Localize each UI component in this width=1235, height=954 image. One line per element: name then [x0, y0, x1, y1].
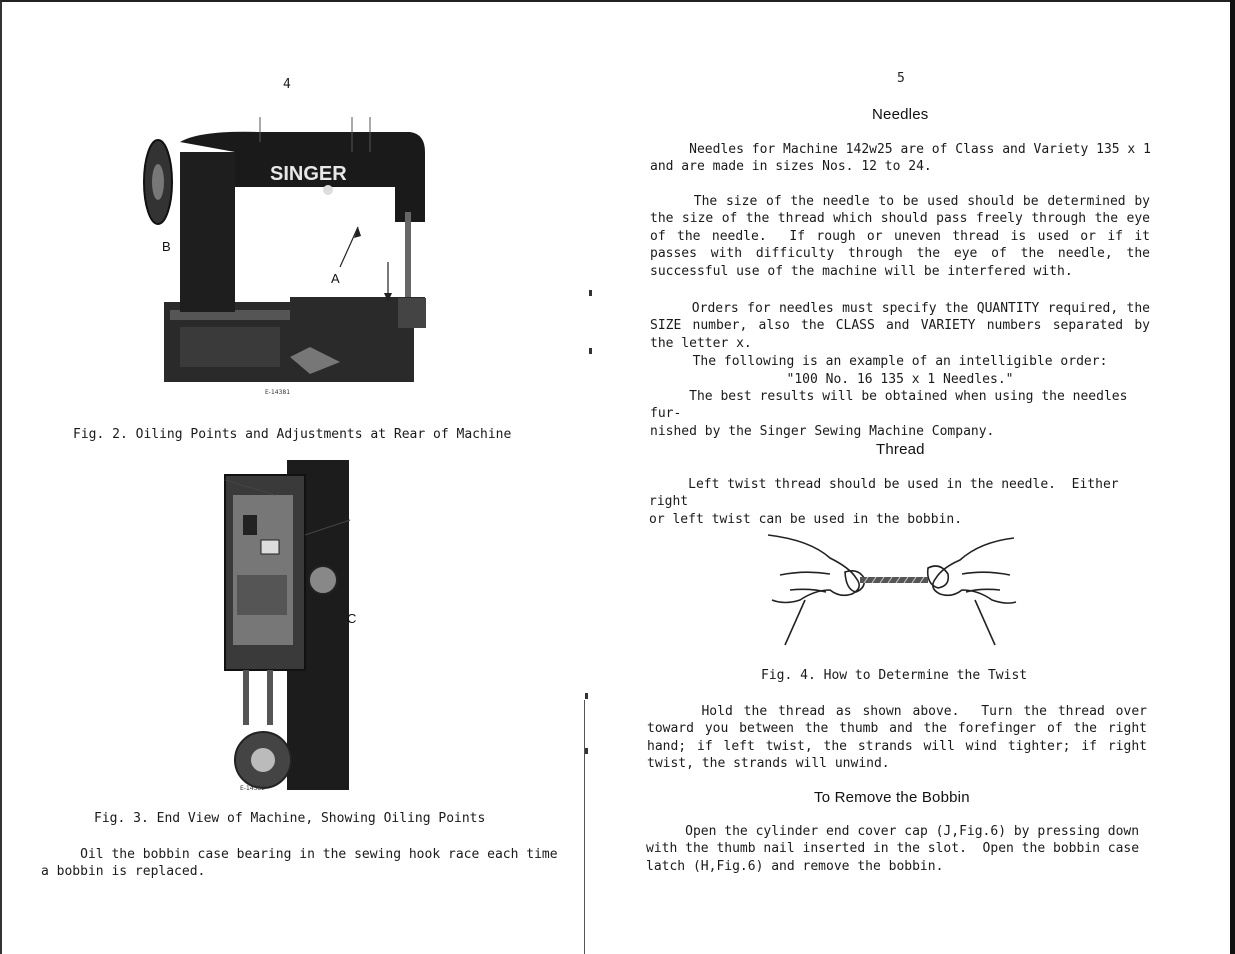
left-page-number: 4	[283, 77, 291, 92]
fig4-caption: Fig. 4. How to Determine the Twist	[761, 668, 1028, 683]
machine-pillar	[180, 152, 235, 312]
tension-disc	[309, 566, 337, 594]
figure-2-machine-rear	[140, 112, 440, 402]
page-edge-shadow	[1230, 0, 1235, 954]
oil-hole-marker	[323, 185, 333, 195]
thread-heading: Thread	[876, 441, 925, 458]
bobbin-heading: To Remove the Bobbin	[814, 789, 970, 806]
book-gutter	[584, 700, 585, 954]
fig2-caption: Fig. 2. Oiling Points and Adjustments at Rear of Machine	[73, 427, 512, 442]
right-thread-end	[975, 600, 995, 645]
fig3-caption: Fig. 3. End View of Machine, Showing Oiling Points	[94, 811, 486, 826]
needles-heading: Needles	[872, 106, 929, 123]
bobbin-hub	[251, 748, 275, 772]
end-view-illustration	[215, 455, 355, 800]
plate-code: E-14382	[240, 785, 266, 792]
callout-a-arrow	[340, 227, 358, 267]
needle-bar	[243, 670, 249, 725]
left-hand-outline	[768, 535, 859, 603]
face-plate-interior	[233, 495, 293, 645]
twist-illustration	[760, 530, 1020, 655]
callout-a: A	[331, 271, 340, 286]
presser-bar	[267, 670, 273, 725]
mechanism-lower	[237, 575, 287, 615]
handwheel-hub	[152, 164, 164, 200]
needles-paragraph-2: The size of the needle to be used should be determined by the size of the thread which should pass freely through the eye of the needle. If rough or uneven thread is used or if it passes with difficulty through the eye of the needle, the successful use of the machine will be interfered with.	[650, 194, 1158, 279]
gutter-mark	[585, 693, 588, 699]
needles-paragraph-4: The best results will be obtained when using the needles fur- nished by the Singer Sewing Machine Company.	[650, 389, 1128, 439]
order-example-intro: The following is an example of an intelligible order:	[692, 354, 1108, 369]
mechanism-lever	[261, 540, 279, 554]
gutter-mark	[589, 348, 592, 354]
needles-paragraph-3: Orders for needles must specify the QUANTITY required, the SIZE number, also the CLASS and VARIETY numbers separated by the letter x.	[650, 301, 1158, 351]
callout-c: C	[347, 611, 357, 626]
right-finger-line	[962, 572, 1010, 575]
bobbin-paragraph: Open the cylinder end cover cap (J,Fig.6) by pressing down with the thumb nail inserted in the slot. Open the bobbin case latch (H,Fig.6) and remove the bobbin.	[646, 824, 1140, 874]
thread-paragraph-2: Hold the thread as shown above. Turn the thread over toward you between the thumb and the forefinger of the right hand; if left twist, the strands will wind tighter; if right twist, the strands will unwind.	[647, 704, 1155, 772]
mechanism-block	[243, 515, 257, 535]
gutter-mark	[589, 290, 592, 296]
brand-logo: SINGER	[270, 163, 347, 185]
figure-3-end-view	[215, 455, 355, 800]
callout-b: B	[162, 239, 171, 254]
right-page-number: 5	[897, 71, 905, 86]
left-thread-end	[785, 600, 805, 645]
gutter-mark	[585, 748, 588, 754]
thread-paragraph-1: Left twist thread should be used in the needle. Either right or left twist can be used in the bobbin.	[649, 477, 1119, 527]
oil-paragraph: Oil the bobbin case bearing in the sewing hook race each time a bobbin is replaced.	[41, 847, 558, 880]
twisted-thread	[860, 577, 928, 583]
machine-rear-illustration	[140, 112, 440, 402]
cylinder-end	[398, 298, 426, 328]
plate-code: E-14381	[265, 389, 291, 396]
base-panel	[180, 327, 280, 367]
needles-paragraph-1: Needles for Machine 142w25 are of Class and Variety 135 x 1 and are made in sizes Nos. 12 to 24.	[650, 142, 1151, 175]
figure-4-twist	[760, 530, 1020, 655]
needle-bar	[405, 212, 411, 297]
order-example: "100 No. 16 135 x 1 Needles."	[786, 372, 1014, 387]
left-finger-line	[780, 572, 830, 575]
left-finger-line	[790, 589, 826, 592]
